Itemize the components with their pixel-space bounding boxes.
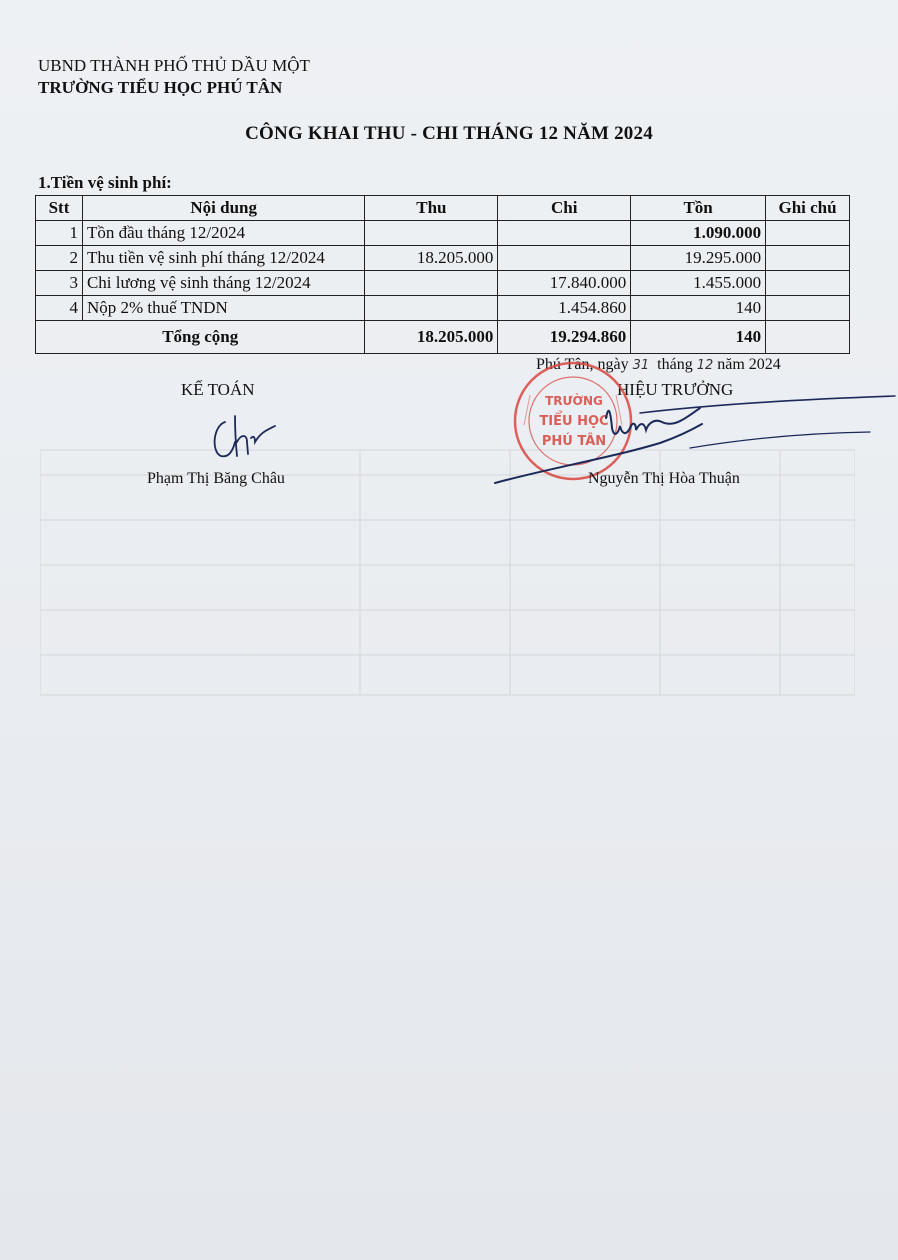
row-number: 2 bbox=[36, 246, 83, 271]
row-ton: 140 bbox=[631, 296, 766, 321]
total-note bbox=[766, 321, 850, 354]
row-thu: 18.205.000 bbox=[365, 246, 498, 271]
row-number: 1 bbox=[36, 221, 83, 246]
row-ton: 1.455.000 bbox=[631, 271, 766, 296]
table-row bbox=[36, 246, 850, 271]
column-header: Ghi chú bbox=[766, 196, 850, 221]
row-content: Tồn đầu tháng 12/2024 bbox=[82, 221, 364, 246]
total-row bbox=[36, 321, 850, 354]
table-row bbox=[36, 271, 850, 296]
row-ton: 19.295.000 bbox=[631, 246, 766, 271]
stamp-line-2: TIỂU HỌC bbox=[539, 414, 609, 429]
row-chi: 1.454.860 bbox=[498, 296, 631, 321]
stamp-line-3: PHÚ TÂN bbox=[541, 434, 607, 449]
row-content: Thu tiền vệ sinh phí tháng 12/2024 bbox=[82, 246, 364, 271]
column-header: Nội dung bbox=[82, 196, 364, 221]
row-chi bbox=[498, 221, 631, 246]
ledger-table bbox=[35, 195, 850, 354]
row-note bbox=[766, 246, 850, 271]
principal-name: Nguyễn Thị Hòa Thuận bbox=[588, 470, 740, 487]
accountant-title: KẾ TOÁN bbox=[181, 380, 255, 399]
table-row bbox=[36, 296, 850, 321]
column-header: Stt bbox=[36, 196, 83, 221]
principal-title: HIỆU TRƯỞNG bbox=[617, 380, 734, 399]
row-thu bbox=[365, 296, 498, 321]
row-note bbox=[766, 271, 850, 296]
section-heading: 1.Tiền vệ sinh phí: bbox=[38, 173, 172, 192]
date-day: 31 bbox=[632, 358, 650, 373]
row-note bbox=[766, 221, 850, 246]
row-note bbox=[766, 296, 850, 321]
total-ton: 140 bbox=[631, 321, 766, 354]
row-ton: 1.090.000 bbox=[631, 221, 766, 246]
total-chi: 19.294.860 bbox=[498, 321, 631, 354]
row-chi bbox=[498, 246, 631, 271]
row-thu bbox=[365, 271, 498, 296]
page-title: CÔNG KHAI THU - CHI THÁNG 12 NĂM 2024 bbox=[245, 123, 653, 144]
date-month-label: tháng bbox=[657, 356, 693, 373]
row-content: Chi lương vệ sinh tháng 12/2024 bbox=[82, 271, 364, 296]
school-name: TRƯỜNG TIỂU HỌC PHÚ TÂN bbox=[38, 78, 283, 97]
total-thu: 18.205.000 bbox=[365, 321, 498, 354]
accountant-name: Phạm Thị Băng Châu bbox=[147, 470, 285, 487]
date-place: Phú Tân, ngày bbox=[536, 356, 629, 373]
total-label: Tổng cộng bbox=[36, 321, 365, 354]
authority-name: UBND THÀNH PHỐ THỦ DẦU MỘT bbox=[38, 56, 310, 75]
table-row bbox=[36, 221, 850, 246]
stamp-line-1: TRƯỜNG bbox=[545, 394, 603, 408]
row-thu bbox=[365, 221, 498, 246]
column-header: Tồn bbox=[631, 196, 766, 221]
row-number: 3 bbox=[36, 271, 83, 296]
table-header-row bbox=[36, 196, 850, 221]
row-chi: 17.840.000 bbox=[498, 271, 631, 296]
row-content: Nộp 2% thuế TNDN bbox=[82, 296, 364, 321]
column-header: Chi bbox=[498, 196, 631, 221]
accountant-signature bbox=[205, 412, 280, 462]
date-year: năm 2024 bbox=[717, 356, 781, 373]
organization-header bbox=[38, 55, 310, 99]
date-month: 12 bbox=[696, 358, 714, 373]
row-number: 4 bbox=[36, 296, 83, 321]
column-header: Thu bbox=[365, 196, 498, 221]
